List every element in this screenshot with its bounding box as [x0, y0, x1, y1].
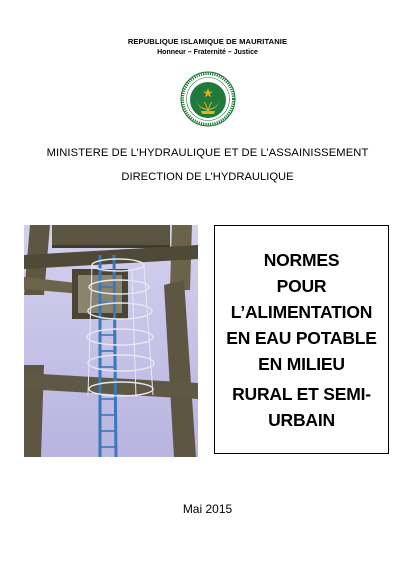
title-line: EN EAU POTABLE [226, 327, 377, 348]
publication-date: Mai 2015 [182, 502, 233, 516]
title-line: EN MILIEU [258, 353, 345, 374]
title-line: L’ALIMENTATION [230, 301, 373, 322]
document-title-box [214, 225, 389, 454]
title-line: RURAL ET SEMI- [232, 383, 371, 404]
republic-name: REPUBLIQUE ISLAMIQUE DE MAURITANIE [127, 37, 288, 46]
title-line: URBAIN [268, 409, 335, 430]
direction-name: DIRECTION DE L’HYDRAULIQUE [121, 171, 294, 183]
title-line: NORMES [263, 249, 340, 270]
ministry-name: MINISTERE DE L’HYDRAULIQUE ET DE L’ASSAINISSEMENT [46, 147, 369, 159]
title-line: POUR [276, 275, 327, 296]
national-seal-icon [180, 71, 236, 127]
national-motto: Honneur – Fraternité – Justice [157, 49, 258, 56]
water-tower-ladder-photo [24, 225, 198, 457]
